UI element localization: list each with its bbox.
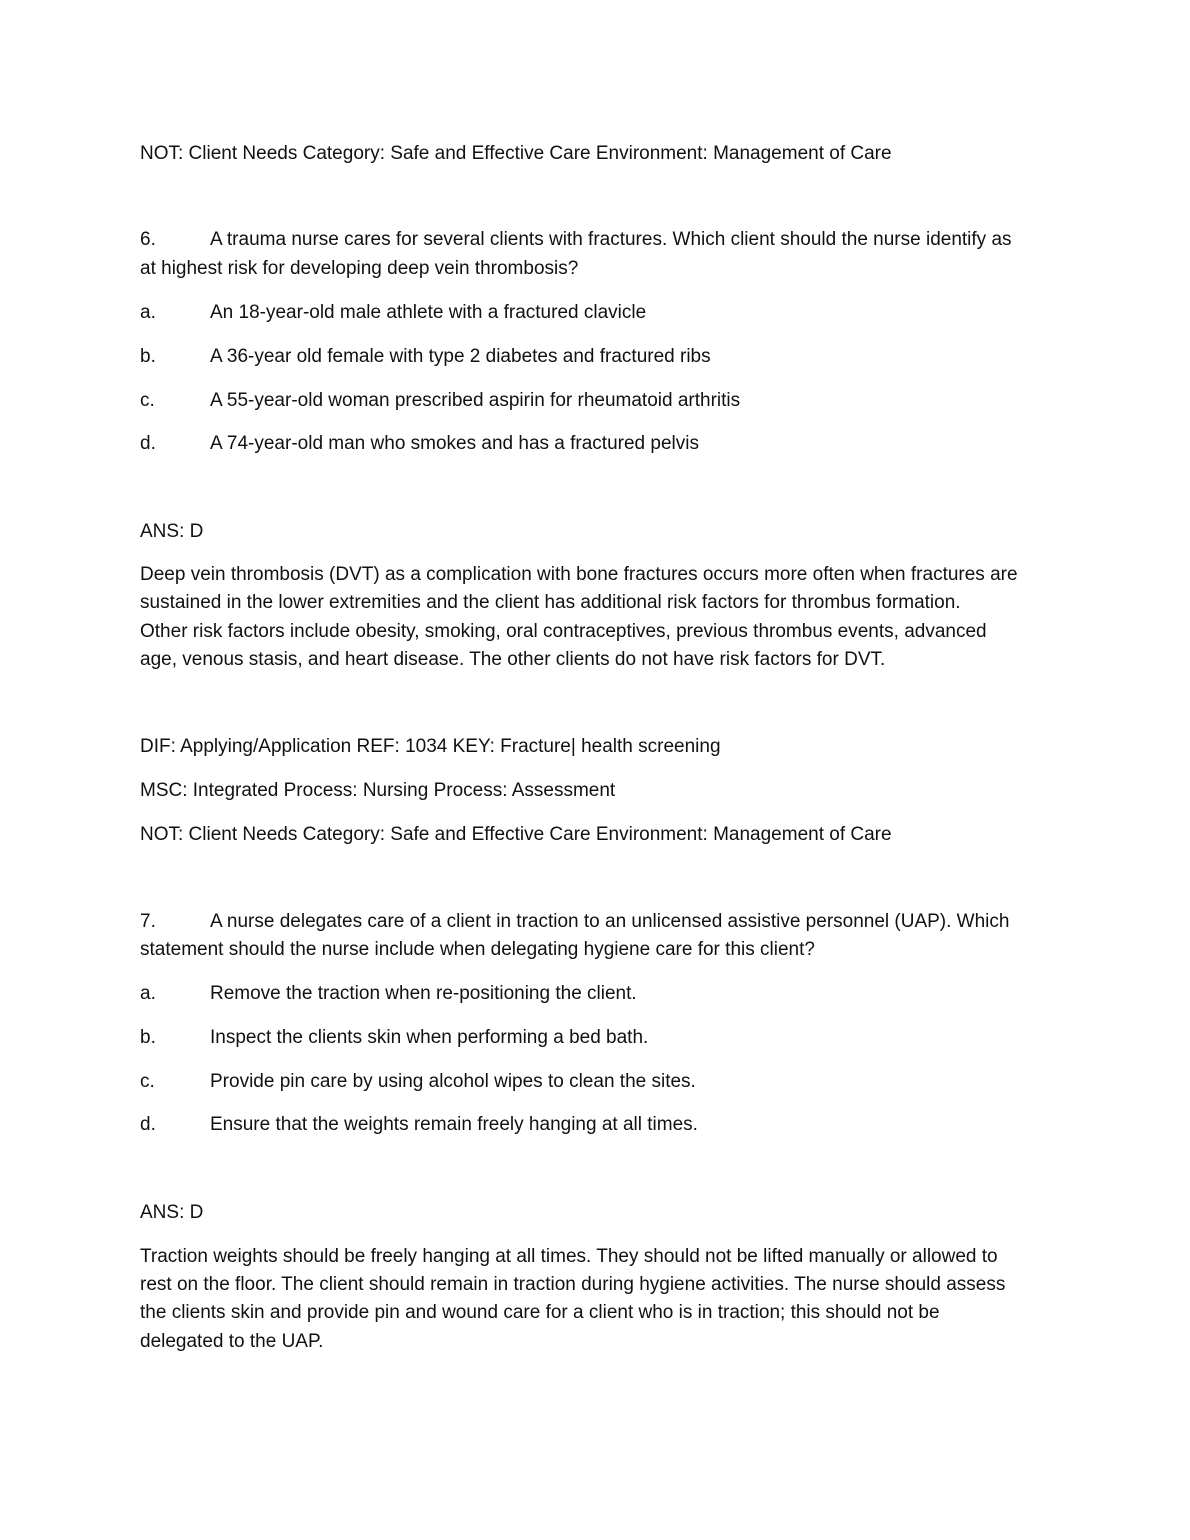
- question-7-number: 7.: [140, 911, 156, 932]
- question-6-msc: MSC: Integrated Process: Nursing Process: Assessment: [140, 780, 616, 801]
- option-text: Remove the traction when re-positioning the client.: [210, 983, 637, 1004]
- option-text: A 55-year-old woman prescribed aspirin for rheumatoid arthritis: [210, 390, 741, 411]
- question-7-stem-line2: statement should the nurse include when delegating hygiene care for this client?: [140, 939, 815, 960]
- option-letter: a.: [140, 302, 156, 323]
- question-7-option-c: [140, 1068, 696, 1096]
- question-6-rationale-line4: age, venous stasis, and heart disease. The other clients do not have risk factors for DVT.: [140, 649, 886, 670]
- question-6-option-b: [140, 343, 711, 371]
- option-text: A 36-year old female with type 2 diabetes and fractured ribs: [210, 346, 711, 367]
- option-letter: c.: [140, 390, 155, 411]
- option-text: Provide pin care by using alcohol wipes to clean the sites.: [210, 1071, 696, 1092]
- question-6-stem-line2: at highest risk for developing deep vein thrombosis?: [140, 258, 579, 279]
- question-7-rationale-line4: delegated to the UAP.: [140, 1331, 324, 1352]
- question-6-dif: DIF: Applying/Application REF: 1034 KEY: Fracture| health screening: [140, 736, 721, 757]
- option-letter: d.: [140, 1114, 156, 1135]
- question-6-rationale-line2: sustained in the lower extremities and the client has additional risk factors for thrombus formation.: [140, 592, 961, 613]
- question-7-option-b: [140, 1024, 648, 1052]
- option-text: An 18-year-old male athlete with a fractured clavicle: [210, 302, 647, 323]
- question-7-stem-text: A nurse delegates care of a client in traction to an unlicensed assistive personnel (UAP). Which: [210, 911, 1010, 932]
- question-6-option-c: [140, 387, 740, 415]
- question-7-option-d: [140, 1111, 698, 1139]
- option-letter: a.: [140, 983, 156, 1004]
- question-7-rationale-line1: Traction weights should be freely hanging at all times. They should not be lifted manually or allowed to: [140, 1246, 998, 1267]
- question-6-stem-line1: [140, 226, 1012, 254]
- question-6-stem-text: A trauma nurse cares for several clients with fractures. Which client should the nurse identify as: [210, 229, 1012, 250]
- question-6-rationale-line3: Other risk factors include obesity, smoking, oral contraceptives, previous thrombus events, advanced: [140, 621, 987, 642]
- option-text: Inspect the clients skin when performing a bed bath.: [210, 1027, 649, 1048]
- question-7-rationale-line2: rest on the floor. The client should remain in traction during hygiene activities. The nurse should assess: [140, 1274, 1006, 1295]
- question-6-rationale-line1: Deep vein thrombosis (DVT) as a complication with bone fractures occurs more often when fractures are: [140, 564, 1018, 585]
- question-6-number: 6.: [140, 229, 156, 250]
- question-7-stem-line1: [140, 908, 1009, 936]
- question-7-option-a: [140, 980, 637, 1008]
- option-letter: b.: [140, 1027, 156, 1048]
- question-7-rationale-line3: the clients skin and provide pin and wound care for a client who is in traction; this should not be: [140, 1302, 940, 1323]
- question-7-answer: ANS: D: [140, 1202, 204, 1223]
- not-line: NOT: Client Needs Category: Safe and Effective Care Environment: Management of Care: [140, 143, 892, 164]
- question-6-answer: ANS: D: [140, 521, 204, 542]
- question-6-not: NOT: Client Needs Category: Safe and Effective Care Environment: Management of Care: [140, 824, 892, 845]
- question-6-option-d: [140, 430, 699, 458]
- question-6-option-a: [140, 299, 646, 327]
- option-text: Ensure that the weights remain freely hanging at all times.: [210, 1114, 698, 1135]
- option-letter: c.: [140, 1071, 155, 1092]
- option-letter: d.: [140, 433, 156, 454]
- option-letter: b.: [140, 346, 156, 367]
- option-text: A 74-year-old man who smokes and has a fractured pelvis: [210, 433, 699, 454]
